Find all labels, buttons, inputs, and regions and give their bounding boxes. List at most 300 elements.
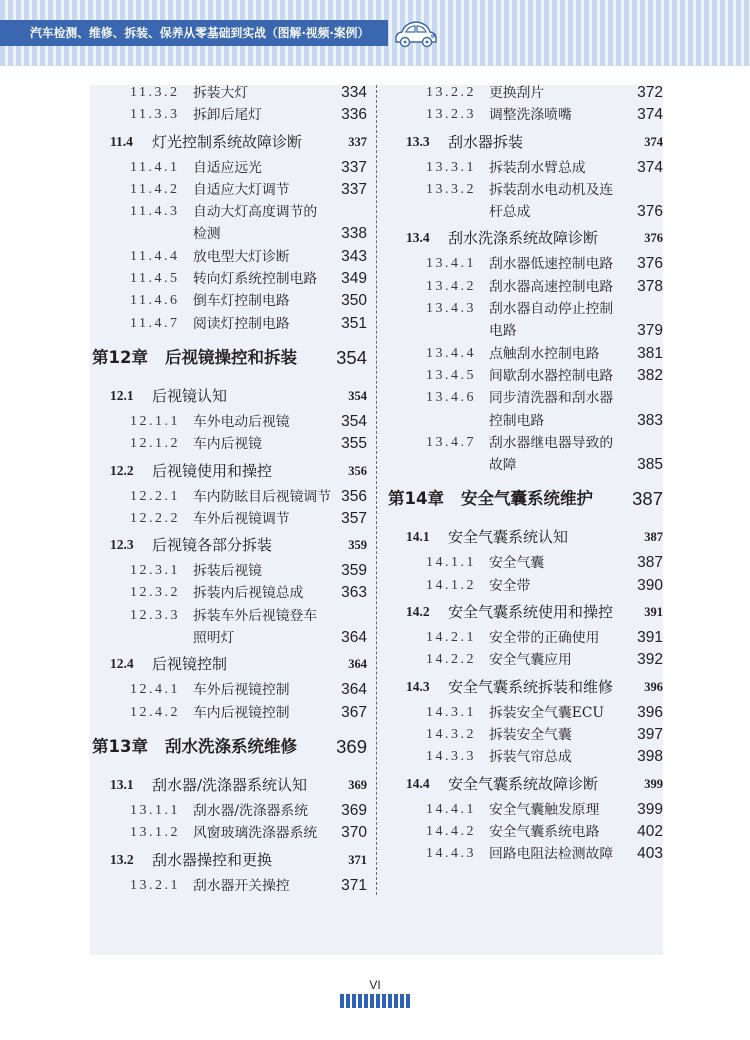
- entry-title: [152, 127, 302, 157]
- entry-page-number: 391: [644, 605, 663, 620]
- entry-title-line: 转向灯系统控制电路: [193, 271, 318, 288]
- entry-number: 12.4: [110, 656, 134, 672]
- entry-number: 13.1.1: [130, 802, 180, 818]
- entry-title: [193, 201, 317, 246]
- entry-title: [193, 82, 248, 104]
- entry-page-number: 376: [644, 231, 663, 246]
- entry-title: [489, 552, 544, 574]
- toc-sub-entry: [386, 746, 663, 768]
- entry-page-number: 376: [637, 203, 663, 221]
- entry-page-number: 356: [348, 463, 367, 478]
- entry-title-line: 刮水器拆装: [448, 132, 524, 151]
- toc-sub-entry: [386, 821, 663, 843]
- toc-sub-entry: [90, 411, 367, 433]
- toc-sub-entry: [90, 268, 367, 290]
- toc-sub-entry: [90, 702, 367, 724]
- entry-title: [489, 276, 613, 298]
- car-icon: [393, 17, 439, 49]
- entry-page-number: 334: [341, 84, 367, 101]
- entry-page-number: 403: [637, 845, 663, 863]
- toc-sub-entry: [386, 365, 663, 387]
- entry-title-line: 拆装刮水电动机及连: [489, 181, 614, 198]
- entry-number: 13.3.2: [426, 181, 476, 197]
- entry-title-line: 刮水器低速控制电路: [489, 256, 614, 273]
- toc-sub-entry: [386, 104, 663, 126]
- entry-title-line: 调整洗涤喷嘴: [489, 107, 572, 124]
- toc-section-entry: [386, 223, 663, 253]
- entry-page-number: 363: [341, 584, 367, 602]
- entry-number: 14.4.2: [426, 823, 476, 839]
- entry-page-number: 374: [637, 158, 663, 176]
- entry-number: 14.2: [406, 604, 430, 620]
- entry-title-line: 车内后视镜: [193, 436, 262, 453]
- toc-sub-entry: [386, 343, 663, 365]
- entry-number: 12.2: [110, 462, 134, 478]
- toc-section-entry: [386, 597, 663, 627]
- entry-page-number: 374: [637, 106, 663, 124]
- entry-title-line: 安全带的正确使用: [489, 630, 600, 647]
- toc-sub-entry: [386, 724, 663, 746]
- toc-section-entry: [90, 770, 367, 800]
- entry-title-line: 自适应大灯调节: [193, 181, 290, 198]
- entry-number: 14.4.3: [426, 846, 476, 862]
- toc-sub-entry: [90, 433, 367, 455]
- entry-title-line: 安全气囊系统使用和操控: [448, 603, 614, 622]
- entry-title: [489, 298, 613, 343]
- entry-title-line: 刮水器高速控制电路: [489, 278, 614, 295]
- entry-title-line: 安全气囊系统认知: [448, 528, 569, 547]
- toc-sub-entry: [90, 157, 367, 179]
- toc-sub-entry: [386, 298, 663, 343]
- entry-number: 11.3.3: [130, 107, 180, 123]
- entry-page-number: 382: [637, 366, 663, 384]
- toc-section-entry: [90, 456, 367, 486]
- entry-page-number: 369: [341, 801, 367, 819]
- entry-title-line: 刮水器/洗涤器系统认知: [152, 775, 308, 794]
- entry-number: 13.2.3: [426, 107, 476, 123]
- entry-page-number: 385: [637, 456, 663, 474]
- entry-number: 13.2.2: [426, 85, 476, 100]
- entry-number: 11.4.5: [130, 271, 180, 287]
- entry-title: [489, 82, 544, 104]
- entry-page-number: 336: [341, 106, 367, 124]
- toc-sub-entry: [90, 800, 367, 822]
- entry-title: [489, 343, 599, 365]
- entry-title-line: 车外后视镜调节: [193, 510, 290, 527]
- entry-number: 12.2.1: [130, 488, 180, 504]
- entry-title: [165, 335, 297, 381]
- entry-title: [489, 253, 613, 275]
- entry-title: [152, 770, 307, 800]
- entry-number: 11.4.1: [130, 159, 180, 175]
- entry-title-line: 刮水洗涤系统故障诊断: [448, 229, 599, 248]
- entry-title: [193, 702, 290, 724]
- entry-page-number: 364: [348, 657, 367, 672]
- entry-title-line: 安全气囊系统拆装和维修: [448, 677, 614, 696]
- toc-section-entry: [90, 845, 367, 875]
- entry-title: [448, 672, 613, 702]
- entry-title-line: 阅读灯控制电路: [193, 315, 290, 332]
- entry-title-line: 安全带: [489, 577, 531, 594]
- entry-title-line: 放电型大灯诊断: [193, 248, 290, 265]
- page-header: [0, 0, 750, 66]
- entry-title-line: 点触刮水控制电路: [489, 345, 600, 362]
- entry-title-line: 拆装安全气囊: [489, 726, 572, 743]
- entry-number: 13.2.1: [130, 877, 180, 893]
- entry-title-line: 后视镜各部分拆装: [152, 536, 273, 555]
- chapter-label: 第12章: [92, 347, 148, 367]
- entry-page-number: 354: [348, 388, 367, 403]
- toc-sub-entry: [90, 246, 367, 268]
- entry-title: [489, 702, 604, 724]
- entry-page-number: 364: [341, 629, 367, 647]
- entry-title: [152, 649, 227, 679]
- toc-section-entry: [90, 381, 367, 411]
- entry-title-line: 刮水器操控和更换: [152, 850, 273, 869]
- toc-sub-entry: [386, 575, 663, 597]
- entry-number: 13.3.1: [426, 159, 476, 175]
- entry-title-line: 安全气囊触发原理: [489, 801, 600, 818]
- entry-page-number: 351: [341, 314, 367, 332]
- entry-title: [448, 522, 568, 552]
- entry-page-number: 390: [637, 576, 663, 594]
- entry-page-number: 378: [637, 277, 663, 295]
- entry-title: [193, 411, 290, 433]
- entry-title: [193, 822, 317, 844]
- entry-number: 14.3.3: [426, 749, 476, 765]
- entry-page-number: 402: [637, 822, 663, 840]
- entry-page-number: 371: [348, 852, 367, 867]
- page-number: VI: [369, 978, 381, 992]
- entry-title-line: 检测: [193, 226, 221, 243]
- entry-number: 13.4.7: [426, 434, 476, 450]
- entry-number: 13.1: [110, 776, 134, 792]
- toc-sub-entry: [90, 875, 367, 897]
- entry-title-line: 安全气囊系统故障诊断: [448, 774, 599, 793]
- entry-page-number: 381: [637, 344, 663, 362]
- toc-chapter-entry: [90, 724, 367, 770]
- entry-number: 13.4.1: [426, 256, 476, 272]
- entry-page-number: 397: [637, 725, 663, 743]
- toc-sub-entry: [386, 432, 663, 477]
- entry-title-line: 拆装安全气囊ECU: [489, 704, 605, 721]
- entry-page-number: 387: [637, 554, 663, 572]
- entry-title-line: 刮水器开关操控: [193, 877, 290, 894]
- entry-number: 13.3: [406, 133, 430, 149]
- entry-page-number: 374: [644, 134, 663, 149]
- entry-title-line: 电路: [489, 323, 517, 340]
- entry-title: [489, 627, 599, 649]
- entry-number: 14.1.2: [426, 577, 476, 593]
- toc-sub-entry: [90, 290, 367, 312]
- entry-title: [489, 179, 613, 224]
- toc-sub-entry: [386, 627, 663, 649]
- entry-title-line: 拆装刮水臂总成: [489, 159, 586, 176]
- entry-title-line: 同步清洗器和刮水器: [489, 390, 614, 407]
- entry-title: [461, 476, 593, 522]
- entry-number: 13.1.2: [130, 825, 180, 841]
- entry-page-number: 372: [637, 84, 663, 101]
- chapter-label: 第14章: [388, 489, 444, 509]
- entry-title: [152, 456, 272, 486]
- entry-title: [193, 605, 317, 650]
- entry-title: [193, 104, 262, 126]
- car-icon-graphic: [393, 17, 439, 49]
- entry-title: [193, 560, 262, 582]
- entry-number: 14.3: [406, 678, 430, 694]
- toc-sub-entry: [386, 82, 663, 104]
- entry-title-line: 刮水器/洗涤器系统: [193, 802, 309, 819]
- toc-sub-entry: [90, 582, 367, 604]
- toc-sub-entry: [90, 104, 367, 126]
- entry-title: [193, 246, 290, 268]
- entry-number: 14.3.2: [426, 726, 476, 742]
- entry-page-number: 387: [632, 488, 663, 510]
- entry-title: [489, 157, 586, 179]
- entry-title-line: 安全气囊: [489, 555, 545, 572]
- entry-page-number: 354: [336, 346, 367, 368]
- toc-section-entry: [386, 672, 663, 702]
- entry-number: 12.4.1: [130, 682, 180, 698]
- entry-title: [193, 875, 290, 897]
- toc-column-left: [90, 82, 367, 897]
- entry-number: 14.4: [406, 775, 430, 791]
- entry-title: [448, 127, 523, 157]
- entry-page-number: 369: [348, 777, 367, 792]
- toc-sub-entry: [90, 486, 367, 508]
- entry-number: 11.4.4: [130, 248, 180, 264]
- entry-page-number: 350: [341, 292, 367, 310]
- entry-title: [489, 365, 613, 387]
- entry-page-number: 399: [637, 800, 663, 818]
- entry-page-number: 369: [336, 735, 367, 757]
- entry-title: [193, 268, 317, 290]
- entry-number: 13.4.6: [426, 390, 476, 406]
- column-divider: [376, 85, 377, 895]
- entry-page-number: 371: [341, 876, 367, 894]
- entry-title-line: 灯光控制系统故障诊断: [152, 132, 303, 151]
- entry-page-number: 337: [341, 158, 367, 176]
- entry-page-number: 396: [644, 679, 663, 694]
- entry-title: [489, 104, 572, 126]
- entry-number: 12.3.2: [130, 585, 180, 601]
- entry-title: [152, 845, 272, 875]
- entry-page-number: 343: [341, 247, 367, 265]
- toc-sub-entry: [386, 843, 663, 865]
- entry-title: [489, 843, 613, 865]
- entry-title: [489, 432, 613, 477]
- toc-sub-entry: [90, 560, 367, 582]
- entry-title-line: 后视镜认知: [152, 386, 228, 405]
- toc-sub-entry: [386, 552, 663, 574]
- entry-number: 12.4.2: [130, 704, 180, 720]
- entry-title: [193, 433, 262, 455]
- entry-number: 13.2: [110, 851, 134, 867]
- entry-page-number: 392: [637, 651, 663, 669]
- entry-title-line: 安全气囊应用: [489, 652, 572, 669]
- entry-number: 13.4.4: [426, 345, 476, 361]
- toc-chapter-entry: [386, 476, 663, 522]
- entry-title: [193, 508, 290, 530]
- entry-title: [489, 649, 572, 671]
- entry-page-number: 391: [637, 629, 663, 647]
- entry-number: 11.3.2: [130, 85, 180, 100]
- entry-title-line: 拆装后视镜: [193, 563, 262, 580]
- entry-number: 12.3.3: [130, 607, 180, 623]
- entry-title: [489, 724, 572, 746]
- entry-page-number: 367: [341, 703, 367, 721]
- toc-sub-entry: [386, 649, 663, 671]
- entry-page-number: 396: [637, 703, 663, 721]
- entry-title: [489, 799, 599, 821]
- entry-title: [193, 290, 290, 312]
- entry-title-line: 杆总成: [489, 204, 531, 221]
- entry-title: [489, 575, 530, 597]
- entry-title: [193, 157, 262, 179]
- book-title: 汽车检测、维修、拆装、保养从零基础到实战（图解·视频·案例）: [30, 26, 370, 40]
- entry-number: 14.2.1: [426, 630, 476, 646]
- entry-title-line: 车内后视镜控制: [193, 704, 290, 721]
- toc-chapter-entry: [90, 335, 367, 381]
- entry-title: [152, 530, 272, 560]
- entry-title-line: 拆卸后尾灯: [193, 107, 262, 124]
- entry-page-number: 376: [637, 255, 663, 273]
- entry-title: [489, 821, 599, 843]
- toc-section-entry: [386, 127, 663, 157]
- toc-sub-entry: [386, 799, 663, 821]
- toc-sub-entry: [386, 276, 663, 298]
- entry-number: 13.4.2: [426, 278, 476, 294]
- entry-title: [193, 800, 308, 822]
- toc-sub-entry: [90, 822, 367, 844]
- entry-page-number: 356: [341, 487, 367, 505]
- entry-title-line: 倒车灯控制电路: [193, 293, 290, 310]
- entry-number: 14.1: [406, 529, 430, 545]
- entry-title-line: 刮水器自动停止控制: [489, 301, 614, 318]
- entry-title-line: 故障: [489, 457, 517, 474]
- entry-number: 13.4.5: [426, 367, 476, 383]
- toc-sub-entry: [386, 179, 663, 224]
- toc-sub-entry: [90, 313, 367, 335]
- entry-title-line: 拆装内后视镜总成: [193, 585, 304, 602]
- entry-title-line: 安全气囊系统电路: [489, 823, 600, 840]
- toc-sub-entry: [386, 157, 663, 179]
- entry-title-line: 后视镜操控和拆装: [165, 347, 297, 367]
- toc-section-entry: [90, 530, 367, 560]
- entry-page-number: 383: [637, 411, 663, 429]
- entry-page-number: 355: [341, 435, 367, 453]
- entry-page-number: 398: [637, 748, 663, 766]
- entry-title-line: 车内防眩目后视镜调节: [193, 488, 331, 505]
- entry-title-line: 间歇刮水器控制电路: [489, 367, 614, 384]
- entry-number: 12.2.2: [130, 510, 180, 526]
- toc-section-entry: [386, 769, 663, 799]
- entry-page-number: 337: [341, 180, 367, 198]
- entry-title-line: 后视镜使用和操控: [152, 461, 273, 480]
- entry-title-line: 刮水器继电器导致的: [489, 434, 614, 451]
- entry-title: [448, 597, 613, 627]
- book-title-band: [0, 20, 388, 46]
- entry-number: 12.1.2: [130, 436, 180, 452]
- toc-sub-entry: [90, 605, 367, 650]
- entry-title-line: 风窗玻璃洗涤器系统: [193, 825, 318, 842]
- toc-column-right: [386, 82, 663, 865]
- entry-number: 14.4.1: [426, 801, 476, 817]
- entry-title-line: 回路电阻法检测故障: [489, 846, 614, 863]
- entry-title-line: 拆装车外后视镜登车: [193, 607, 318, 624]
- entry-title: [448, 769, 598, 799]
- entry-title-line: 控制电路: [489, 412, 545, 429]
- toc-sub-entry: [90, 508, 367, 530]
- entry-page-number: 349: [341, 270, 367, 288]
- entry-page-number: 387: [644, 530, 663, 545]
- entry-page-number: 338: [341, 225, 367, 243]
- entry-page-number: 364: [341, 681, 367, 699]
- chapter-label: 第13章: [92, 736, 148, 756]
- toc-section-entry: [90, 649, 367, 679]
- toc-sub-entry: [90, 679, 367, 701]
- entry-number: 12.3: [110, 537, 134, 553]
- toc-sub-entry: [90, 201, 367, 246]
- entry-number: 12.1.1: [130, 413, 180, 429]
- entry-title: [193, 486, 331, 508]
- entry-page-number: 359: [348, 538, 367, 553]
- entry-title: [193, 582, 303, 604]
- entry-title-line: 照明灯: [193, 630, 235, 647]
- entry-title: [152, 381, 227, 411]
- entry-page-number: 399: [644, 776, 663, 791]
- footer-stripe-bar: [340, 994, 410, 1008]
- entry-number: 11.4.7: [130, 315, 180, 331]
- toc-section-entry: [90, 127, 367, 157]
- toc-sub-entry: [386, 387, 663, 432]
- entry-title: [165, 724, 297, 770]
- entry-title: [448, 223, 598, 253]
- entry-title: [489, 387, 613, 432]
- entry-number: 11.4.6: [130, 293, 180, 309]
- entry-title: [193, 679, 290, 701]
- entry-title: [489, 746, 572, 768]
- entry-page-number: 370: [341, 824, 367, 842]
- entry-title-line: 拆装气帘总成: [489, 749, 572, 766]
- entry-title-line: 拆装大灯: [193, 85, 249, 101]
- entry-number: 12.3.1: [130, 563, 180, 579]
- entry-number: 11.4: [110, 133, 133, 149]
- entry-title: [193, 179, 290, 201]
- entry-page-number: 379: [637, 322, 663, 340]
- entry-title-line: 刮水洗涤系统维修: [165, 736, 297, 756]
- entry-title: [193, 313, 290, 335]
- entry-page-number: 354: [341, 412, 367, 430]
- entry-number: 12.1: [110, 387, 134, 403]
- entry-title-line: 车外后视镜控制: [193, 682, 290, 699]
- entry-title-line: 自动大灯高度调节的: [193, 204, 318, 221]
- entry-number: 14.3.1: [426, 704, 476, 720]
- toc-sub-entry: [386, 702, 663, 724]
- entry-title-line: 车外电动后视镜: [193, 413, 290, 430]
- toc-sub-entry: [386, 253, 663, 275]
- entry-number: 13.4: [406, 230, 430, 246]
- entry-number: 13.4.3: [426, 301, 476, 317]
- entry-title-line: 更换刮片: [489, 85, 545, 101]
- toc-sub-entry: [90, 82, 367, 104]
- entry-number: 14.2.2: [426, 652, 476, 668]
- toc-section-entry: [386, 522, 663, 552]
- entry-number: 14.1.1: [426, 555, 476, 571]
- entry-page-number: 357: [341, 509, 367, 527]
- entry-page-number: 359: [341, 562, 367, 580]
- entry-title-line: 后视镜控制: [152, 655, 228, 674]
